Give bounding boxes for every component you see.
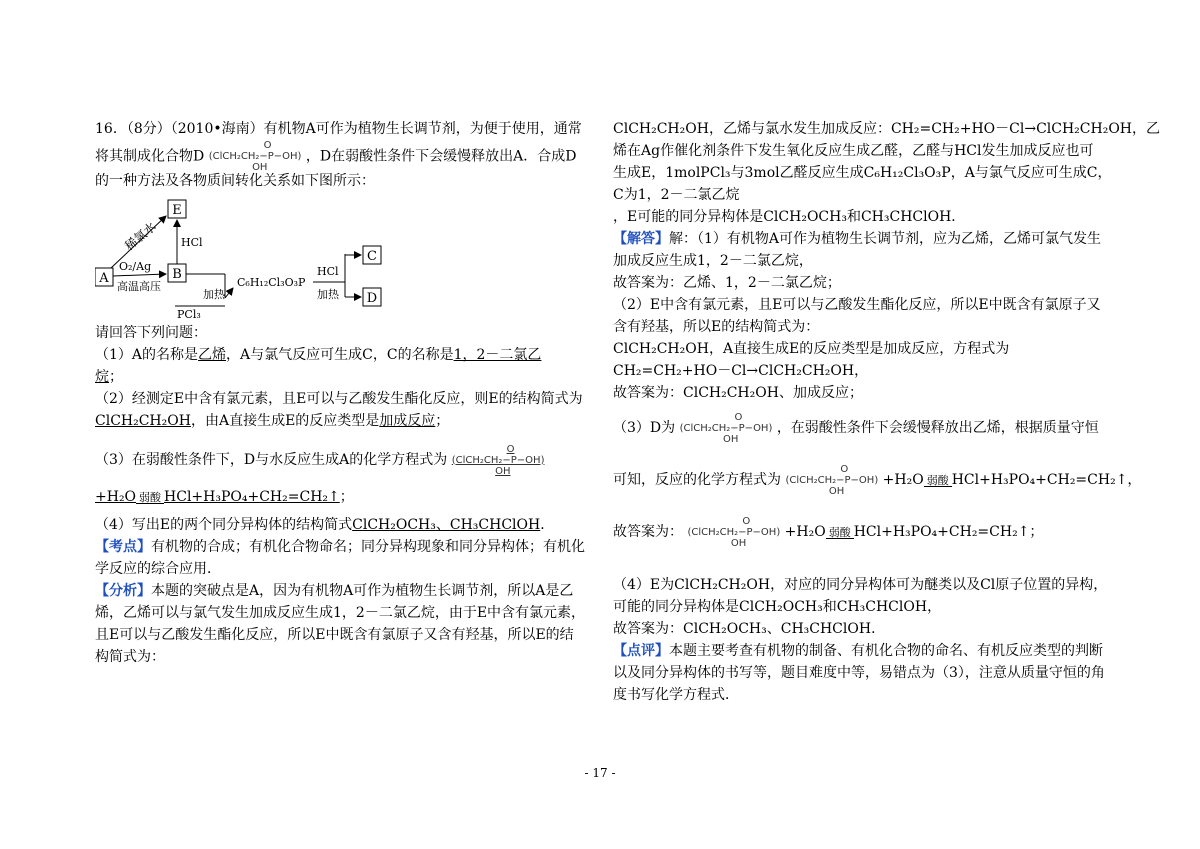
- label-a: A: [99, 271, 109, 286]
- answer-2-e: ClCH₂CH₂OH: [95, 413, 191, 429]
- answer-1: （1）A的名称是乙烯，A与氯气反应可生成C，C的名称是1，2－二氯乙: [95, 347, 542, 363]
- compound-d-formula: O (ClCH₂CH₂−P−OH) OH: [208, 140, 302, 173]
- label-d: D: [366, 291, 378, 306]
- reagent-pcl3: PCl₃: [177, 308, 201, 321]
- cond-b-e: HCl: [181, 236, 203, 249]
- cond-heat-2: 加热: [317, 288, 339, 301]
- dianping: 【点评】本题主要考查有机物的制备、有机化合物的命名、有机反应类型的判断: [613, 643, 1103, 659]
- kaodian: 【考点】有机物的合成；有机化合物命名；同分异构现象和同分异构体；有机化: [95, 539, 585, 555]
- question-header-line-2: 将其制成化合物D O (ClCH₂CH₂−P−OH) OH ，D在弱酸性条件下会缓慢释放出A．合成D: [95, 140, 577, 173]
- jieda-3: （3）D为 O (ClCH₂CH₂−P−OH) OH ，在弱酸性条件下会缓慢释放出乙烯，根据质量守恒: [613, 411, 1099, 445]
- arrow-a-b: [113, 274, 166, 276]
- answer-1-cont: 烷；: [95, 369, 123, 385]
- ask-line: 请回答下列问题：: [95, 325, 207, 341]
- reagent-hcl: HCl: [317, 265, 339, 278]
- cond-a-b-top: O₂/Ag: [119, 260, 152, 273]
- answer-1-a: 乙烯: [198, 347, 227, 363]
- mid-compound: C₆H₁₂Cl₃O₃P: [237, 276, 306, 289]
- fenxi: 【分析】本题的突破点是A，因为有机物A可作为植物生长调节剂，所以A是乙: [95, 583, 574, 599]
- answer-1-c: 1，2－二氯乙: [453, 347, 542, 363]
- answer-2: （2）经测定E中含有氯元素，且E可以与乙酸发生酯化反应，则E的结构简式为: [95, 391, 583, 407]
- right-column: ClCH₂CH₂OH，乙烯与氯水发生加成反应：CH₂=CH₂+HO－Cl→ClCH₂CH₂OH，乙 烯在Ag作催化剂条件下发生氧化反应生成乙醛，乙醛与HCl发生加成反应也可 生成E，1molPCl₃与3mol乙醛反应生成C₆H₁₂Cl₃O₃P，A与氯气反应可生成C， C为1，2－二氯乙烷 ，E可能的同分异构体是ClCH₂OCH₃和CH₃CHClOH． 【解答】解：（1）有机物A可作为植物生长调节剂，应为乙烯，乙烯可氯气发生 加成反应生成1，2－二氯乙烷， 故答案为：乙烯、1，2－二氯乙烷； （2）E中含有氯元素，且E可以与乙酸发生酯化反应，所以E中既含有氯原子又 含有羟基，所以E的结构简式为： ClCH₂CH₂OH，A直接生成E的反应类型是加成反应，方程式为 CH₂=CH₂+HO－Cl→ClCH₂CH₂OH， 故答案为：ClCH₂CH₂OH、加成反应； （3）D为 O (ClCH₂CH₂−P−OH) OH ，在弱酸性条件下会缓慢释放出乙烯，根据质量守恒 可知，反应的化学方程式为 O (ClCH₂CH₂−P−OH) OH +H₂O 弱酸 HCl+H₃PO₄+CH₂=CH₂↑， 故答案为： O (ClCH₂CH₂−P−OH) OH +H₂O 弱酸 HCl+H₃PO₄+CH₂=CH₂↑； （4）E为ClCH₂CH₂OH，对应的同分异构体可为醚类以及Cl原子位置的异构， 可能的同分异构体是ClCH₂OCH₃和CH₃CHClOH， 故答案为：ClCH₂OCH₃、CH₃CHClOH． 【点评】本题主要考查有机物的制备、有机化合物的命名、有机反应类型的判断 以及同分异构体的书写等，题目难度中等，易错点为（3），注意从质量守恒的角 度书写化学方程式．: [613, 121, 1161, 703]
- left-column: 16．（8分）（2010•海南）有机物A可作为植物生长调节剂，为便于使用，通常 将其制成化合物D O (ClCH₂CH₂−P−OH) OH ，D在弱酸性条件下会缓慢释放出A．合成D 的一种方法及各物质间转化关系如下图所示： E A B C D 稀氯水 HCl O₂/Ag 高温高压 PCl₃ 加热 C₆H₁₂Cl₃O₃P HCl 加热 请回答下列问题： （1）A的名称是乙烯，A与氯气反应可生成C，C的名称是1，2－二氯乙 烷； （2）经测定E中含有氯元素，且E可以与乙酸发生酯化反应，则E的结构简式为 ClCH₂CH₂OH，由A直接生成E的反应类型是加成反应； （3）在弱酸性条件下，D与水反应生成A的化学方程式为 O (ClCH₂CH₂−P−OH) OH +H₂O 弱酸 HCl+H₃PO₄+CH₂=CH₂↑； （4）写出E的两个同分异构体的结构简式ClCH₂OCH₃、CH₃CHClOH． 【考点】有机物的合成；有机化合物命名；同分异构现象和同分异构体；有机化 学反应的综合应用． 【分析】本题的突破点是A，因为有机物A可作为植物生长调节剂，所以A是乙 烯，乙烯可以与氯气发生加成反应生成1，2－二氯乙烷，由于E中含有氯元素， 且E可以与乙酸发生酯化反应，所以E中既含有氯原子又含有羟基，所以E的结 构简式为：: [95, 118, 581, 668]
- jieda-3-answer: 故答案为： O (ClCH₂CH₂−P−OH) OH +H₂O 弱酸 HCl+H₃PO₄+CH₂=CH₂↑；: [613, 515, 1044, 549]
- d-formula-right: O (ClCH₂CH₂−P−OH) OH: [679, 411, 773, 445]
- jieda-3-equation: 可知，反应的化学方程式为 O (ClCH₂CH₂−P−OH) OH +H₂O 弱酸 HCl+H₃PO₄+CH₂=CH₂↑，: [613, 463, 1142, 497]
- condition-arrow: 弱酸: [136, 492, 164, 504]
- label-b: B: [172, 267, 182, 282]
- page-number: - 17 -: [584, 766, 616, 780]
- answer-3-d-formula: O (ClCH₂CH₂−P−OH) OH: [451, 443, 545, 477]
- question-header-line-3: 的一种方法及各物质间转化关系如下图所示：: [95, 173, 375, 189]
- arrow-to-mid: [225, 288, 233, 298]
- label-e: E: [172, 203, 182, 218]
- cond-heat: 加热: [203, 288, 225, 301]
- answer-3-equation: +H₂O 弱酸 HCl+H₃PO₄+CH₂=CH₂↑；: [95, 489, 354, 505]
- answer-4: （4）写出E的两个同分异构体的结构简式ClCH₂OCH₃、CH₃CHClOH．: [95, 517, 555, 533]
- answer-2-cont: ClCH₂CH₂OH，由A直接生成E的反应类型是加成反应；: [95, 413, 450, 429]
- label-c: C: [367, 249, 377, 264]
- reaction-diagram: [95, 196, 395, 322]
- cond-a-b-bottom: 高温高压: [117, 280, 161, 293]
- question-header: 16．（8分）（2010•海南）有机物A可作为植物生长调节剂，为便于使用，通常: [95, 121, 582, 137]
- jieda: 【解答】解：（1）有机物A可作为植物生长调节剂，应为乙烯，乙烯可氯气发生: [613, 231, 1102, 247]
- answer-3: （3）在弱酸性条件下，D与水反应生成A的化学方程式为 O (ClCH₂CH₂−P−OH) OH: [95, 443, 545, 477]
- answer-4-isomers: ClCH₂OCH₃、CH₃CHClOH: [352, 517, 541, 533]
- answer-2-type: 加成反应: [379, 413, 436, 429]
- cond-a-e: 稀氯水: [122, 219, 159, 254]
